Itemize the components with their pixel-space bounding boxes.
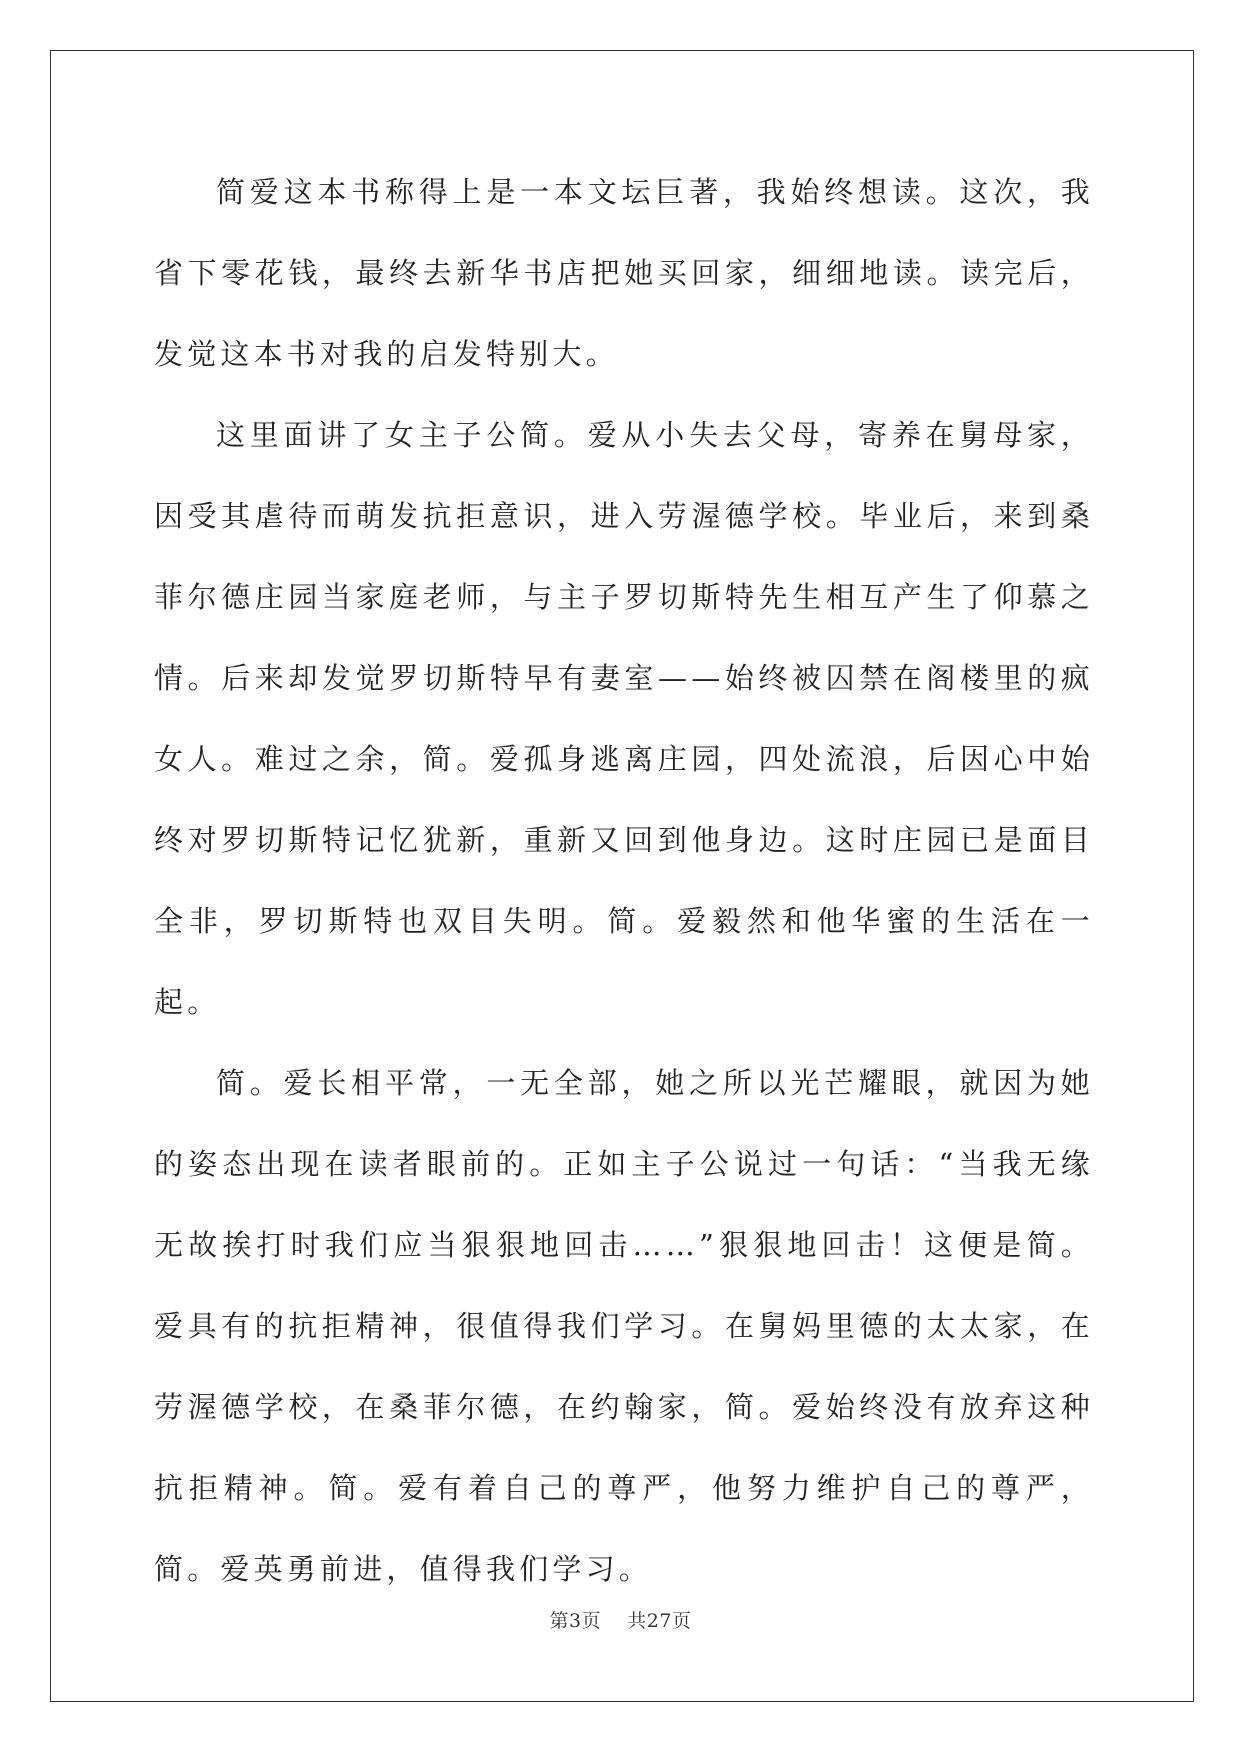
paragraph-3: 简。爱长相平常，一无全部，她之所以光芒耀眼，就因为她的姿态出现在读者眼前的。正如主子公说过一句话：“当我无缘无故挨打时我们应当狠狠地回击……”狠狠地回击！这便是简。爱具有的抗拒精神，很值得我们学习。在舅妈里德的太太家，在劳渥德学校，在桑菲尔德，在约翰家，简。爱始终没有放弃这种抗拒精神。简。爱有着自己的尊严，他努力维护自己的尊严，简。爱英勇前进，值得我们学习。	[154, 1066, 1094, 1586]
paragraph-2: 这里面讲了女主子公简。爱从小失去父母，寄养在舅母家，因受其虐待而萌发抗拒意识，进入劳渥德学校。毕业后，来到桑菲尔德庄园当家庭老师，与主子罗切斯特先生相互产生了仰慕之情。后来却发觉罗切斯特早有妻室——始终被囚禁在阁楼里的疯女人。难过之余，简。爱孤身逃离庄园，四处流浪，后因心中始终对罗切斯特记忆犹新，重新又回到他身边。这时庄园已是面目全非，罗切斯特也双目失明。简。爱毅然和他华蜜的生活在一起。	[154, 418, 1094, 1019]
page-footer	[0, 1606, 1241, 1633]
paragraph-1: 简爱这本书称得上是一本文坛巨著，我始终想读。这次，我省下零花钱，最终去新华书店把她买回家，细细地读。读完后，发觉这本书对我的启发特别大。	[154, 175, 1094, 371]
document-body	[154, 152, 1094, 1610]
current-page-label: 第3页	[549, 1610, 602, 1632]
total-pages-label: 共27页	[627, 1610, 692, 1632]
